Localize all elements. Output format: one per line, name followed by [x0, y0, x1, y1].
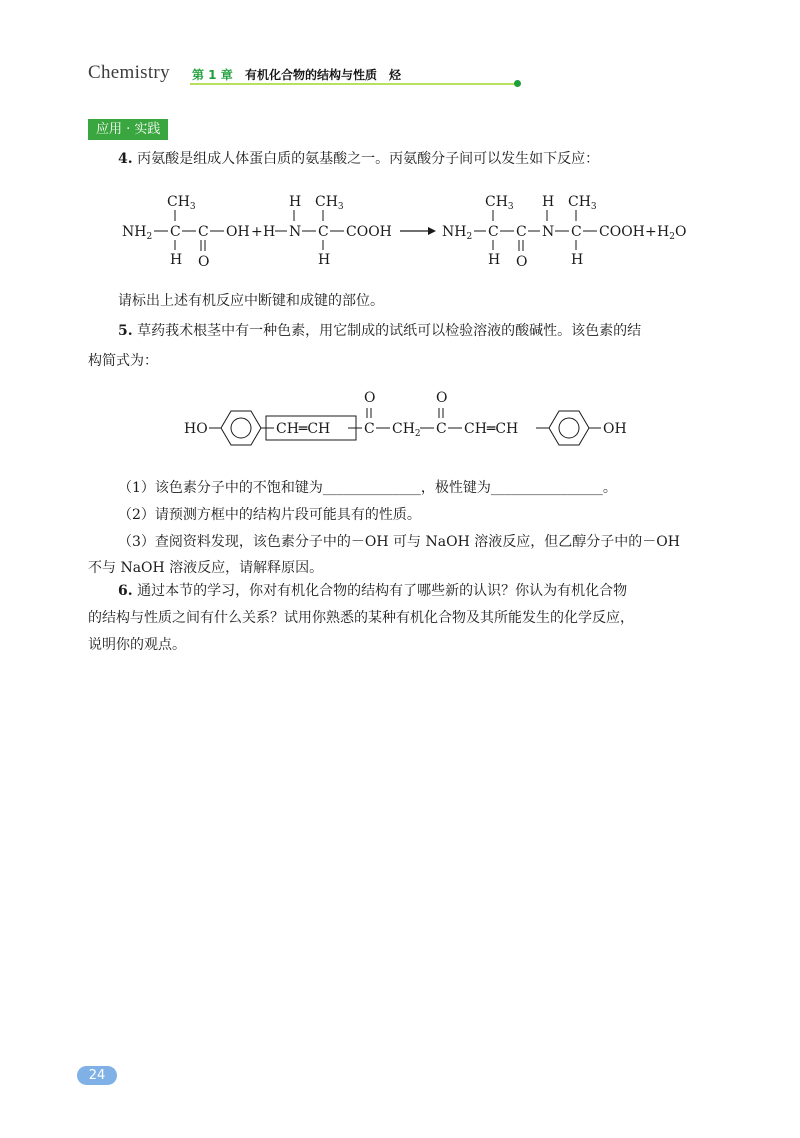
struct-ch-eq-ch-2: CH═CH [464, 421, 519, 437]
eq-h-p2: H [571, 252, 584, 268]
eq-h-2b: H [318, 252, 331, 268]
struct-o-1: O [364, 390, 376, 406]
eq-c-carbonyl-1: C [198, 224, 209, 240]
eq-h-n-p: H [542, 194, 555, 210]
eq-n-p: N [542, 224, 555, 240]
eq-plus-2: + [645, 224, 657, 240]
struct-ch2: $CH_2$ [392, 421, 421, 439]
reaction-arrowhead-icon [428, 227, 436, 235]
q5-text-line2: 构简式为： [88, 353, 158, 369]
running-header [88, 60, 448, 90]
eq-ch3-1: $CH_3$ [167, 194, 196, 212]
struct-ho: HO [184, 421, 208, 437]
q6-text-line1 [118, 581, 627, 601]
benzene-ring-icon [231, 418, 251, 438]
eq-c-alpha-2: C [318, 224, 329, 240]
eq-c-alpha-1: C [170, 224, 181, 240]
header-chapter-title: 有机化合物的结构与性质 烃 [245, 68, 402, 82]
q5-sub1: （1）该色素分子中的不饱和键为______________，极性键为________________。 [118, 480, 617, 496]
eq-n-2: N [289, 224, 302, 240]
struct-ch-eq-ch-1: CH═CH [276, 421, 331, 437]
q5-sub3-line1: （3）查阅资料发现，该色素分子中的－OH 可与 NaOH 溶液反应，但乙醇分子中的－OH [118, 534, 680, 550]
pigment-structure-formula [180, 385, 630, 450]
eq-o-p: O [516, 254, 528, 270]
struct-oh: OH [603, 421, 627, 437]
q6-number: 6. [118, 583, 133, 599]
eq-h-2: H [263, 224, 276, 240]
alanine-reaction-equation [110, 185, 700, 275]
eq-plus-1: + [251, 224, 263, 240]
q5-sub3-line2: 不与 NaOH 溶液反应，请解释原因。 [88, 560, 324, 576]
struct-c-1: C [364, 421, 375, 437]
eq-h-p1: H [488, 252, 501, 268]
struct-c-2: C [436, 421, 447, 437]
eq-ch3-2: $CH_3$ [315, 194, 344, 212]
eq-ch3-p2: $CH_3$ [568, 194, 597, 212]
q5-sub2: （2）请预测方框中的结构片段可能具有的性质。 [118, 507, 421, 523]
struct-o-2: O [436, 390, 448, 406]
q6-text-line3: 说明你的观点。 [88, 637, 186, 653]
header-chapter-label: 第 1 章 [192, 68, 233, 82]
page-number-badge: 24 [77, 1066, 117, 1085]
eq-h-n-2: H [289, 194, 302, 210]
header-dot-icon [514, 80, 521, 87]
header-rule [190, 83, 516, 85]
eq-c-alpha-p1: C [488, 224, 499, 240]
q4-text [118, 149, 599, 169]
eq-cooh-p: COOH [599, 224, 645, 240]
eq-h2o: $H_2O$ [657, 224, 687, 242]
q5-text-line1 [118, 321, 641, 341]
q6-body: 通过本节的学习，你对有机化合物的结构有了哪些新的认识？你认为有机化合物 [137, 583, 628, 599]
eq-o-1: O [198, 254, 210, 270]
q6-text-line2: 的结构与性质之间有什么关系？试用你熟悉的某种有机化合物及其所能发生的化学反应， [88, 610, 634, 626]
eq-c-alpha-p2: C [571, 224, 582, 240]
eq-nh2-p: $NH_2$ [442, 224, 473, 242]
benzene-ring-icon [559, 418, 579, 438]
eq-ch3-p1: $CH_3$ [485, 194, 514, 212]
eq-h-1: H [170, 252, 183, 268]
q5-number: 5. [118, 323, 133, 339]
section-tag: 应用 · 实践 [88, 119, 168, 140]
q4-body: 丙氨酸是组成人体蛋白质的氨基酸之一。丙氨酸分子间可以发生如下反应： [137, 151, 600, 167]
q4-number: 4. [118, 151, 133, 167]
eq-nh2-1: $NH_2$ [122, 224, 153, 242]
benzene-ring-icon [549, 411, 589, 445]
header-brand: Chemistry [88, 62, 170, 83]
q5-body: 草药莪术根茎中有一种色素，用它制成的试纸可以检验溶液的酸碱性。该色素的结 [137, 323, 642, 339]
eq-oh-1: OH [226, 224, 250, 240]
benzene-ring-icon [221, 411, 261, 445]
eq-c-carbonyl-p: C [516, 224, 527, 240]
q4-instruction: 请标出上述有机反应中断键和成键的部位。 [118, 293, 384, 309]
eq-cooh-2: COOH [346, 224, 392, 240]
